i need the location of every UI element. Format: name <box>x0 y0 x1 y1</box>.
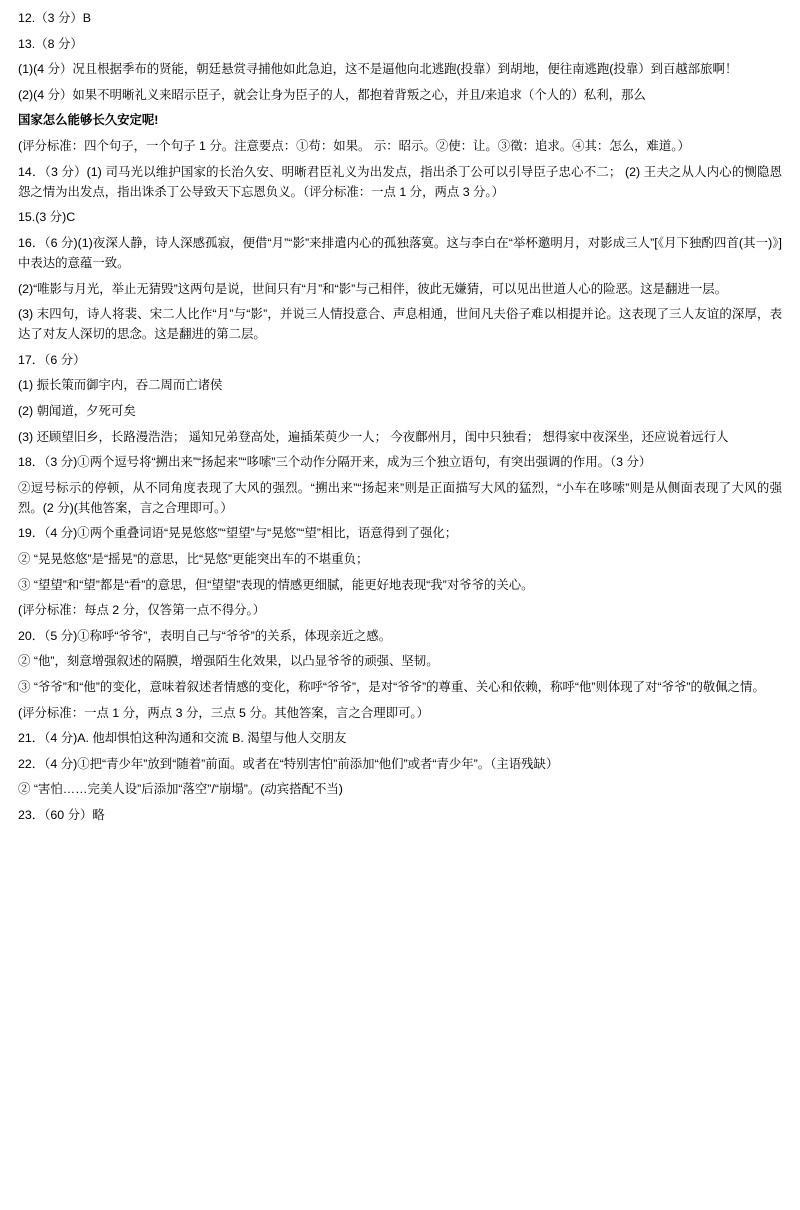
answer-item-q16-2: (2)“唯影与月光，举止无猜毁”这两句是说，世间只有“月”和“影”与己相伴，彼此无嫌猜，可以见出世道人心的险恶。这是翻进一层。 <box>18 281 727 296</box>
answer-item-q15: 15.(3 分)C <box>18 210 76 225</box>
answer-item-q12: 12.（3 分）B <box>18 11 91 25</box>
answer-item-q13-1: (1)(4 分）况且根据季布的贤能，朝廷悬赏寻捕他如此急迫，这不是逼他向北逃跑(投靠）到胡地，便往南逃跑(投靠）到百越部旅啊！ <box>18 62 738 77</box>
answer-item-q13-2: (2)(4 分）如果不明晰礼义来昭示臣子，就会让身为臣子的人，都抱着背叛之心，并且/来追求（个人的）私利，那么 <box>18 87 646 102</box>
answer-item-q20-1: 20．（5 分)①称呼“爷爷”，表明自己与“爷爷”的关系，体现亲近之感。 <box>18 628 392 643</box>
answer-key-body <box>18 8 782 825</box>
answer-item-q19-1: 19．（4 分)①两个重叠词语“晃晃悠悠”“望望”与“晃悠”“望”相比，语意得到了强化； <box>18 526 458 541</box>
answer-item-q20-3: ③ “爷爷”和“他”的变化，意味着叙述者情感的变化，称呼“爷爷”，是对“爷爷”的尊重、关心和依赖，称呼“他”则体现了对“爷爷”的敬佩之情。 <box>18 680 765 695</box>
answer-item-q18-1: 18．（3 分)①两个逗号将“搠出来”“扬起来”“哆嗦”三个动作分隔开来，成为三个独立语句，有突出强调的作用。（3 分） <box>18 455 652 470</box>
answer-item-q21: 21．（4 分)A. 他却惧怕这种沟通和交流 B. 渴望与他人交朋友 <box>18 731 347 746</box>
answer-item-q19-scoring-standard: (评分标准：每点 2 分，仅答第一点不得分。） <box>18 603 266 618</box>
answer-item-q17-2: (2) 朝闻道，夕死可矣 <box>18 404 136 418</box>
answer-item-q16-1: 16．（6 分)(1)夜深人静，诗人深感孤寂，便借“月”“影”来排遣内心的孤独落寞。这与李白在“举杯邀明月，对影成三人”[《月下独酌四首(其一)》]中表达的意蕴一致。 <box>18 235 782 270</box>
answer-item-q22-2: ② “害怕……完美人设”后添加“落空”/“崩塌”。(动宾搭配不当) <box>18 782 343 797</box>
answer-item-q16-3: (3) 末四句，诗人将裴、宋二人比作“月”与“影”，并说三人情投意合、声息相通，世间凡夫俗子难以相提并论。这表现了三人友谊的深厚，表达了对友人深切的思念。这是翻进的第二层。 <box>18 307 782 342</box>
answer-item-q20-scoring-standard: (评分标准：一点 1 分，两点 3 分，三点 5 分。其他答案，言之合理即可。） <box>18 705 429 720</box>
answer-item-q22-1: 22．（4 分)①把“青少年”放到“随着”前面。或者在“特别害怕”前添加“他们”或者“青少年”。（主语残缺） <box>18 756 559 771</box>
answer-item-q17-heading: 17．（6 分） <box>18 352 86 367</box>
answer-item-q13-scoring-standard: (评分标准：四个句子，一个句子 1 分。注意要点：①苟：如果。 示：昭示。②使：让。③徵：追求。④其：怎么，难道。） <box>18 138 690 153</box>
answer-item-q23: 23．（60 分）略 <box>18 808 105 822</box>
answer-item-q20-2: ② “他”，刻意增强叙述的隔膜，增强陌生化效果，以凸显爷爷的顽强、坚韧。 <box>18 654 439 669</box>
answer-item-q19-3: ③ “望望”和“望”都是“看”的意思，但“望望”表现的情感更细腻，能更好地表现“我”对爷爷的关心。 <box>18 577 534 592</box>
answer-item-q18-2: ②逗号标示的停顿，从不同角度表现了大风的强烈。“搠出来”“扬起来”则是正面描写大风的猛烈，“小车在哆嗦”则是从侧面表现了大风的强烈。(2 分)(其他答案，言之合理即可。） <box>18 480 782 515</box>
answer-item-q13-2-continued: 国家怎么能够长久安定呢! <box>18 113 159 128</box>
answer-item-q19-2: ② “晃晃悠悠”是“摇晃”的意思，比“晃悠”更能突出车的不堪重负； <box>18 552 369 567</box>
answer-item-q17-3: (3) 还顾望旧乡，长路漫浩浩； 遥知兄弟登高处，遍插茱萸少一人； 今夜鄜州月，闺中只独看； 想得家中夜深坐，还应说着远行人 <box>18 429 729 444</box>
answer-item-q13-heading: 13.（8 分） <box>18 36 83 51</box>
answer-item-q14: 14．（3 分）(1) 司马光以维护国家的长治久安、明晰君臣礼义为出发点，指出杀丁公可以引导臣子忠心不二； (2) 王夫之从人内心的恻隐恩怨之情为出发点，指出诛杀丁公导致天下忘恩负义。（评分标准：一点 1 分，两点 3 分。） <box>18 164 782 199</box>
answer-item-q17-1: (1) 振长策而御宇内，吞二周而亡诸侯 <box>18 378 223 393</box>
